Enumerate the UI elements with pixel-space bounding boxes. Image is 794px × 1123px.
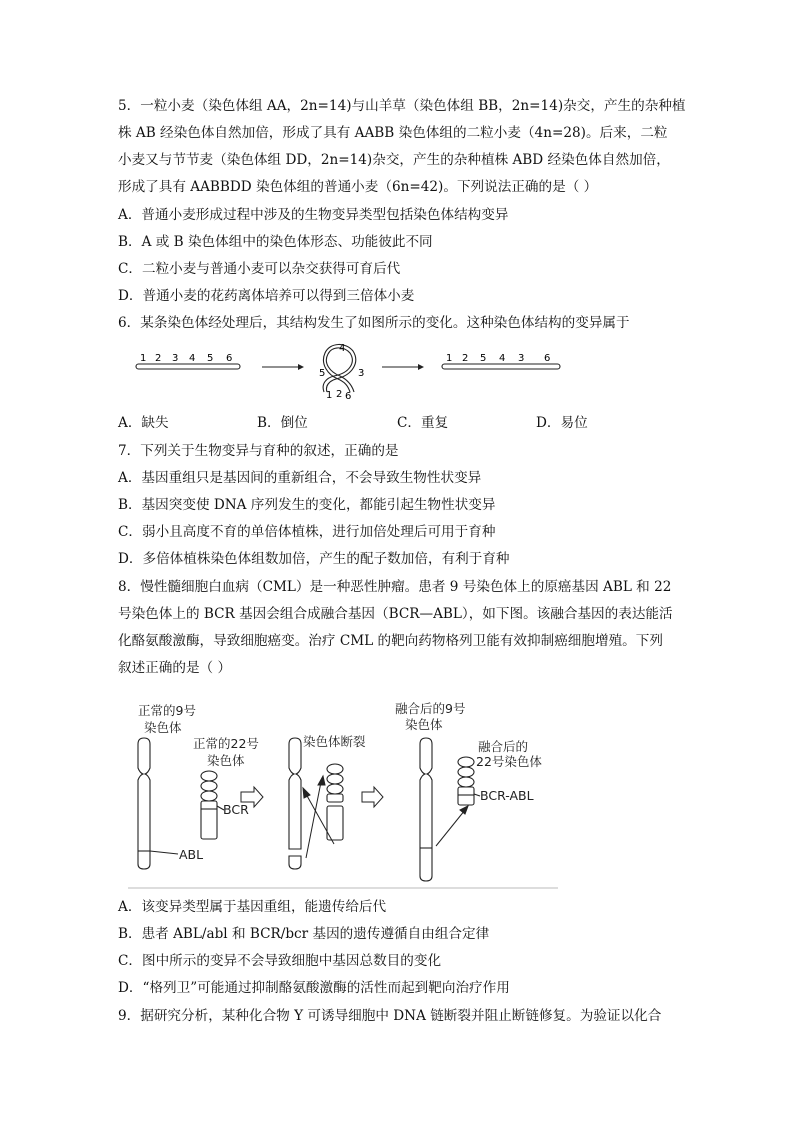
q6-option-d: D．易位 (536, 415, 588, 431)
fusion-arrow (436, 810, 465, 846)
q6-stem: 6．某条染色体经处理后，其结构发生了如图所示的变化。这种染色体结构的变异属于 (118, 315, 630, 331)
inverted-chromosome (442, 364, 560, 369)
q6-inversion-diagram (128, 340, 568, 404)
normal9-chromosome (138, 738, 150, 869)
fused22-label-1: 融合后的 (478, 739, 529, 754)
loop-label-6: 6 (345, 391, 352, 402)
before-label-6: 6 (226, 353, 233, 364)
q8-option-c: C．图中所示的变异不会导致细胞中基因总数目的变化 (118, 953, 442, 969)
before-label-2: 2 (155, 353, 162, 364)
q7-option-d: D．多倍体植株染色体组数加倍，产生的配子数加倍，有利于育种 (118, 551, 510, 567)
q5-stem-line-4: 形成了具有 AABBDD 染色体组的普通小麦（6n=42)。下列说法正确的是（ ） (118, 179, 598, 195)
before-label-4: 4 (189, 353, 196, 364)
normal22-label-2: 染色体 (207, 753, 245, 768)
broken22-upper (327, 794, 343, 802)
after-label-1: 1 (446, 353, 453, 364)
q5-option-a: A．普通小麦形成过程中涉及的生物变异类型包括染色体结构变异 (118, 207, 509, 223)
fused9-label-2: 染色体 (405, 717, 443, 732)
normal22-label-1: 正常的22号 (193, 736, 259, 751)
process-arrow-2 (362, 787, 383, 807)
bcr-label: BCR (223, 802, 249, 817)
fused9-chromosome (420, 738, 432, 881)
after-label-6: 6 (544, 353, 551, 364)
fused22-chromosome (458, 787, 474, 805)
loop-label-3: 3 (358, 368, 365, 379)
q5-option-c: C．二粒小麦与普通小麦可以杂交获得可育后代 (118, 261, 401, 277)
q5-option-b: B．A 或 B 染色体组中的染色体形态、功能彼此不同 (118, 234, 433, 250)
loop-label-4: 4 (339, 343, 346, 354)
q8-chromosome-fusion-figure (128, 696, 560, 890)
q8-stem-line-3: 化酪氨酸激酶，导致细胞癌变。治疗 CML 的靶向药物格列卫能有效抑制癌细胞增殖。下列 (118, 633, 663, 649)
q7-option-b: B．基因突变使 DNA 序列发生的变化，都能引起生物性状变异 (118, 497, 496, 513)
q8-stem-line-4: 叙述正确的是（ ） (118, 660, 232, 676)
q6-option-b: B．倒位 (257, 415, 308, 431)
before-label-1: 1 (140, 353, 147, 364)
arrow-1-head (298, 364, 304, 370)
break-label: 染色体断裂 (303, 734, 366, 749)
fused22-label-2: 22号染色体 (476, 754, 542, 769)
q5-stem-line-3: 小麦又与节节麦（染色体组 DD，2n=14)杂交，产生的杂种植株 ABD 经染色体自然加倍， (118, 152, 670, 168)
q8-option-a: A．该变异类型属于基因重组，能遗传给后代 (118, 899, 387, 915)
q8-stem-line-1: 8．慢性髓细胞白血病（CML）是一种恶性肿瘤。患者 9 号染色体上的原癌基因 ABL 和 22 (118, 579, 672, 595)
before-label-5: 5 (207, 353, 214, 364)
loop-label-2: 2 (336, 389, 343, 400)
abl-label: ABL (179, 847, 204, 862)
q6-option-c: C．重复 (397, 415, 449, 431)
after-label-2: 2 (462, 353, 469, 364)
q5-stem-line-2: 株 AB 经染色体自然加倍，形成了具有 AABB 染色体组的二粒小麦（4n=28)。后来，二粒 (118, 125, 668, 141)
q6-options (118, 413, 678, 433)
q8-option-d: D．“格列卫”可能通过抑制酪氨酸激酶的活性而起到靶向治疗作用 (118, 980, 510, 996)
after-label-5: 5 (480, 353, 487, 364)
q7-option-a: A．基因重组只是基因间的重新组合，不会导致生物性状变异 (118, 470, 482, 486)
loop-label-1: 1 (326, 390, 333, 401)
q8-stem-line-2: 号染色体上的 BCR 基因会组合成融合基因（BCR—ABL），如下图。该融合基因的表达能活 (118, 606, 673, 622)
normal22-chromosome (201, 801, 217, 839)
q5-option-d: D．普通小麦的花药离体培养可以得到三倍体小麦 (118, 288, 415, 304)
q6-option-a: A．缺失 (118, 415, 169, 431)
q8-option-b: B．患者 ABL/abl 和 BCR/bcr 基因的遗传遵循自由组合定律 (118, 926, 490, 942)
original-chromosome (136, 364, 240, 369)
bcr-abl-label: BCR-ABL (480, 788, 534, 803)
q9-stem: 9．据研究分析，某种化合物 Y 可诱导细胞中 DNA 链断裂并阻止断链修复。为验证以化合 (118, 1008, 662, 1024)
broken9-fragment (289, 856, 301, 869)
after-label-3: 3 (518, 353, 525, 364)
loop-label-5: 5 (319, 368, 326, 379)
broken9-upper (289, 738, 301, 849)
arrow-2-head (418, 364, 424, 370)
q7-option-c: C．弱小且高度不育的单倍体植株，进行加倍处理后可用于育种 (118, 524, 496, 540)
after-label-4: 4 (499, 353, 506, 364)
q7-stem: 7．下列关于生物变异与育种的叙述，正确的是 (118, 443, 399, 459)
fused9-label-1: 融合后的9号 (395, 701, 466, 716)
normal9-label-1: 正常的9号 (138, 703, 196, 718)
q5-stem-line-1: 5．一粒小麦（染色体组 AA，2n=14)与山羊草（染色体组 BB，2n=14)杂交，产生的杂种植 (118, 98, 686, 114)
before-label-3: 3 (172, 353, 179, 364)
normal9-label-2: 染色体 (144, 720, 182, 735)
